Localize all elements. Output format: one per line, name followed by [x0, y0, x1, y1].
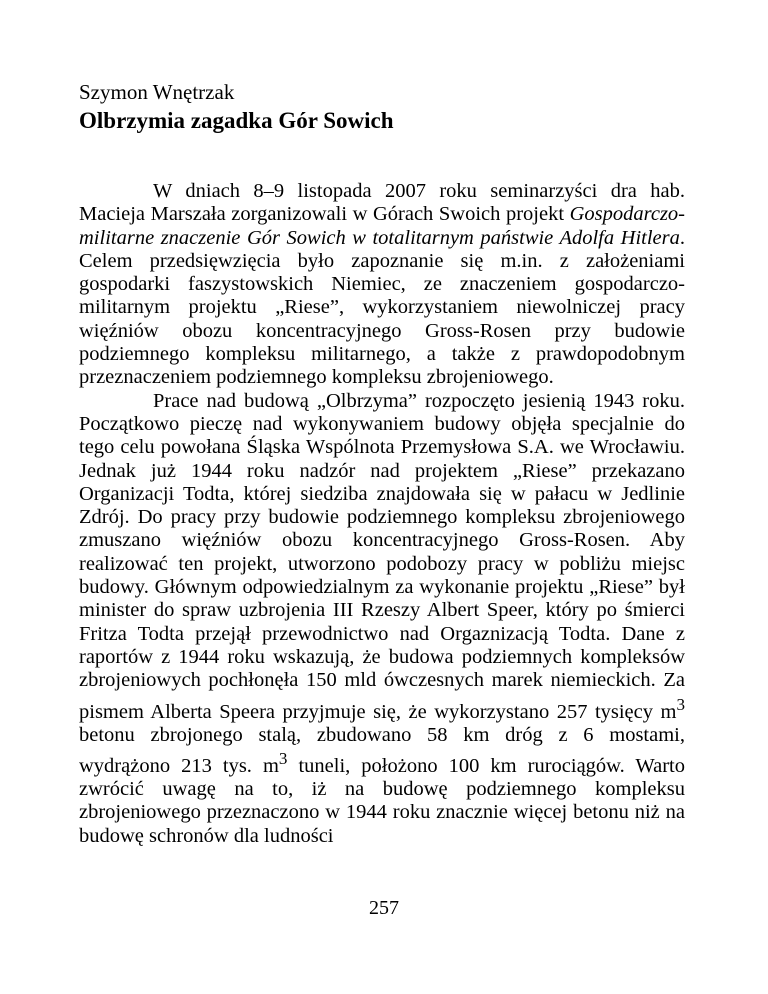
article-body — [79, 180, 685, 848]
paragraph-2-text-b: betonu zbrojonego stalą, zbudowano 58 km dróg z 6 mostami, wydrążono 213 tys. m — [79, 723, 685, 777]
paragraph-2 — [79, 390, 685, 848]
paragraph-2-text-a: Prace nad budową „Olbrzyma” rozpoczęto jesienią 1943 roku. Początkowo pieczę nad wykonywaniem budowy objęła specjalnie do tego celu powołana Śląska Wspólnota Przemysłowa S.A. we Wrocławiu. Jednak już 1944 roku nadzór nad projektem „Riese” przekazano Organizacji Todta, której siedziba znajdowała się w pałacu w Jedlinie Zdrój. Do pracy przy budowie podziemnego kompleksu zbrojeniowego zmuszano więźniów obozu koncentracyjnego Gross-Rosen. Aby realizować ten projekt, utworzono podobozy pracy w pobliżu miejsc budowy. Głównym odpowiedzialnym za wykonanie projektu „Riese” był minister do spraw uzbrojenia III Rzeszy Albert Speer, który po śmierci Fritza Todta przejął przewodnictwo nad Orgaznizacją Todta. Dane z raportów z 1944 roku wskazują, że budowa podziemnych kompleksów zbrojeniowych pochłonęła 150 mld ówczesnych marek niemieckich. Za pismem Alberta Speera przyjmuje się, że wykorzystano 257 tysięcy m — [79, 389, 685, 723]
paragraph-2-text-c: tuneli, położono 100 km rurociągów. Warto zwrócić uwagę na to, iż na budowę podziemnego kompleksu zbrojeniowego przeznaczono w 1944 roku znacznie więcej betonu niż na budowę schronów dla ludności — [79, 754, 686, 847]
page-number: 257 — [369, 897, 399, 919]
article-title: Olbrzymia zagadka Gór Sowich — [79, 108, 394, 133]
document-page — [79, 78, 685, 848]
cubic-superscript-2: 3 — [278, 748, 288, 768]
cubic-superscript-1: 3 — [676, 694, 685, 714]
project-title-italic: Gospodarczo-militarne znaczenie Gór Sowich w totalitarnym państwie Adolfa Hitlera — [79, 203, 685, 249]
paragraph-1-text-b: . Celem przedsięwzięcia było zapoznanie się m.in. z założeniami gospodarki faszystowskich Niemiec, ze znaczeniem gospodarczo-militarnym projektu „Riese”, wykorzystaniem niewolniczej pracy więźniów obozu koncentracyjnego Gross-Rosen przy budowie podziemnego kompleksu militarnego, a także z prawdopodobnym przeznaczeniem podziemnego kompleksu zbrojeniowego. — [79, 226, 685, 389]
article-author: Szymon Wnętrzak — [79, 80, 235, 104]
paragraph-1 — [79, 180, 685, 390]
paragraph-1-text-a: W dniach 8–9 listopada 2007 roku seminarzyści dra hab. Macieja Marszała zorganizowali w Górach Swoich projekt — [79, 180, 685, 226]
